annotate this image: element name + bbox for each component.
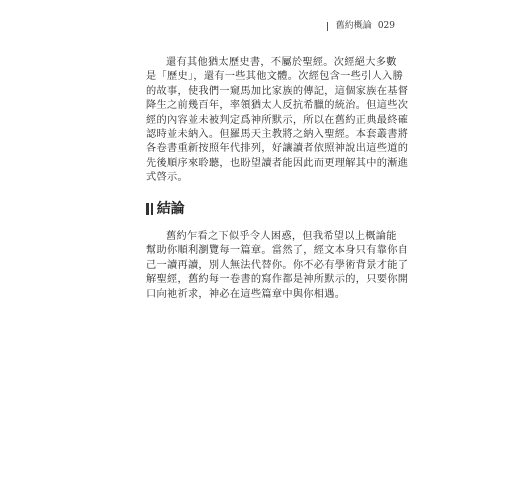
paragraph-line: 是「歷史」，還有一些其他文體。次經包含一些引人入勝: [146, 71, 404, 83]
paragraph-line: 舊約乍看之下似乎令人困惑，但我希望以上概論能: [166, 231, 397, 242]
paragraph-conclusion: [146, 230, 409, 302]
running-head-rule: [327, 22, 328, 31]
heading-bar-mark: [146, 203, 153, 215]
paragraph-apocrypha: [146, 56, 409, 186]
paragraph-line: 降生之前幾百年，率領猶太人反抗希臘的統治。但這些次: [146, 100, 409, 112]
paragraph-line: 經的內容並未被判定爲神所默示，所以在舊約正典最終確: [146, 114, 409, 126]
paragraph-line: 解聖經，舊約每一卷書的寫作都是神所默示的，只要你開: [146, 274, 409, 286]
paragraph-line: 還有其他猶太歷史書，不屬於聖經。次經絕大多數: [166, 57, 397, 68]
section-heading-text: 結論: [156, 201, 185, 217]
paragraph-line: 各卷書重新按照年代排列，好讓讀者依照神說出這些道的: [146, 143, 409, 155]
running-head-title: 舊約概論: [335, 21, 372, 31]
page-number: 029: [377, 21, 395, 31]
paragraph-line: 己一讀再讀，別人無法代替你。你不必有學術背景才能了: [146, 259, 409, 271]
paragraph-line: 認時並未納入。但羅馬天主教將之納入聖經。本套叢書將: [146, 129, 409, 141]
paragraph-line: 先後順序來聆聽，也盼望讀者能因此而更理解其中的漸進: [146, 157, 409, 169]
paragraph-line: 式啓示。: [146, 172, 188, 184]
paragraph-line: 幫助你順利瀏覽每一篇章。當然了，經文本身只有靠你自: [146, 245, 409, 257]
section-heading: [146, 201, 185, 217]
paragraph-line: 的故事，使我們一窺馬加比家族的傳記，這個家族在基督: [146, 85, 409, 97]
paragraph-line: 口向祂祈求，神必在這些篇章中與你相遇。: [146, 288, 346, 300]
running-head: [327, 21, 395, 32]
